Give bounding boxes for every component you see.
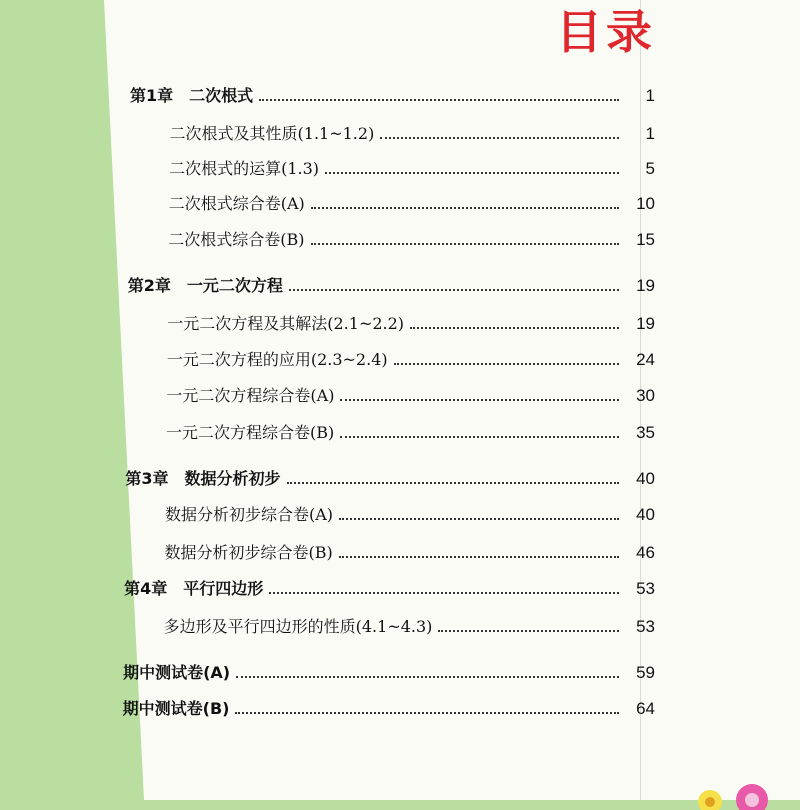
toc-entry[interactable]: [168, 224, 655, 250]
toc-entry-page-number: 19: [636, 314, 655, 333]
toc-entry-label: 一元二次方程及其解法(2.1~2.2): [167, 314, 405, 333]
dot-leader: [289, 289, 619, 291]
toc-entry[interactable]: [167, 308, 655, 334]
toc-entry-label: 第4章 平行四边形: [124, 579, 264, 598]
toc-entry[interactable]: [125, 463, 655, 489]
toc-entry-page-number: 53: [636, 617, 655, 636]
toc-entry[interactable]: [165, 499, 655, 525]
toc-entry-page-number: 40: [636, 469, 655, 488]
toc-entry-label: 第1章 二次根式: [130, 86, 254, 105]
toc-entry[interactable]: [165, 537, 655, 563]
dot-leader: [339, 518, 619, 520]
toc-entry[interactable]: [167, 344, 655, 370]
flower-decoration: [690, 770, 780, 810]
dot-leader: [259, 99, 619, 101]
toc-entry-page-number: 15: [636, 230, 655, 249]
dot-leader: [236, 676, 619, 678]
dot-leader: [394, 363, 619, 365]
dot-leader: [311, 243, 619, 245]
toc-entry-page-number: 46: [636, 543, 655, 562]
toc-entry-page-number: 35: [636, 423, 655, 442]
dot-leader: [339, 556, 619, 558]
toc-entry[interactable]: [164, 611, 655, 637]
toc-entry[interactable]: [170, 118, 655, 144]
toc-entry-page-number: 30: [636, 386, 655, 405]
toc-entry[interactable]: [123, 693, 655, 719]
dot-leader: [340, 436, 619, 438]
toc-entry[interactable]: [128, 270, 655, 296]
toc-entry-page-number: 1: [645, 124, 655, 143]
toc-entry-label: 一元二次方程的应用(2.3~2.4): [166, 350, 388, 369]
toc-entry-page-number: 10: [636, 194, 655, 213]
dot-leader: [325, 172, 619, 174]
toc-entry-label: 数据分析初步综合卷(A): [164, 505, 334, 524]
toc-entry[interactable]: [169, 153, 655, 179]
toc-entry-label: 二次根式综合卷(A): [168, 194, 305, 213]
toc-entry-page-number: 1: [645, 86, 655, 105]
toc-entry-label: 第2章 一元二次方程: [127, 276, 283, 295]
toc-entry-label: 期中测试卷(B): [122, 699, 230, 718]
dot-leader: [235, 712, 619, 714]
dot-leader: [380, 137, 619, 139]
page-title: 目录: [556, 5, 656, 59]
dot-leader: [311, 207, 619, 209]
toc-entry[interactable]: [169, 188, 655, 214]
dot-leader: [438, 630, 619, 632]
toc-entry-page-number: 40: [636, 505, 655, 524]
dot-leader: [410, 327, 619, 329]
toc-entry[interactable]: [124, 573, 655, 599]
dot-leader: [269, 592, 619, 594]
toc-entry-label: 数据分析初步综合卷(B): [164, 543, 333, 562]
toc-entry-label: 一元二次方程综合卷(B): [165, 423, 335, 442]
toc-entry-page-number: 24: [636, 350, 655, 369]
toc-entry-page-number: 59: [636, 663, 655, 682]
toc-entry-label: 二次根式及其性质(1.1~1.2): [169, 124, 375, 143]
toc-entry-page-number: 64: [636, 699, 655, 718]
toc-entry-page-number: 5: [645, 159, 655, 178]
toc-entry-label: 多边形及平行四边形的性质(4.1~4.3): [163, 617, 433, 636]
toc-entry-label: 一元二次方程综合卷(A): [166, 386, 335, 405]
toc-entry-page-number: 19: [636, 276, 655, 295]
toc-entry-label: 第3章 数据分析初步: [125, 469, 281, 488]
toc-entry[interactable]: [166, 417, 655, 443]
toc-entry[interactable]: [123, 657, 655, 683]
toc-entry-page-number: 53: [636, 579, 655, 598]
toc-entry-label: 期中测试卷(A): [123, 663, 231, 682]
toc-entry-label: 二次根式综合卷(B): [168, 230, 305, 249]
toc-entry-label: 二次根式的运算(1.3): [169, 159, 320, 178]
toc-entry[interactable]: [166, 380, 655, 406]
dot-leader: [287, 482, 619, 484]
dot-leader: [340, 399, 619, 401]
toc-entry[interactable]: [130, 80, 655, 106]
